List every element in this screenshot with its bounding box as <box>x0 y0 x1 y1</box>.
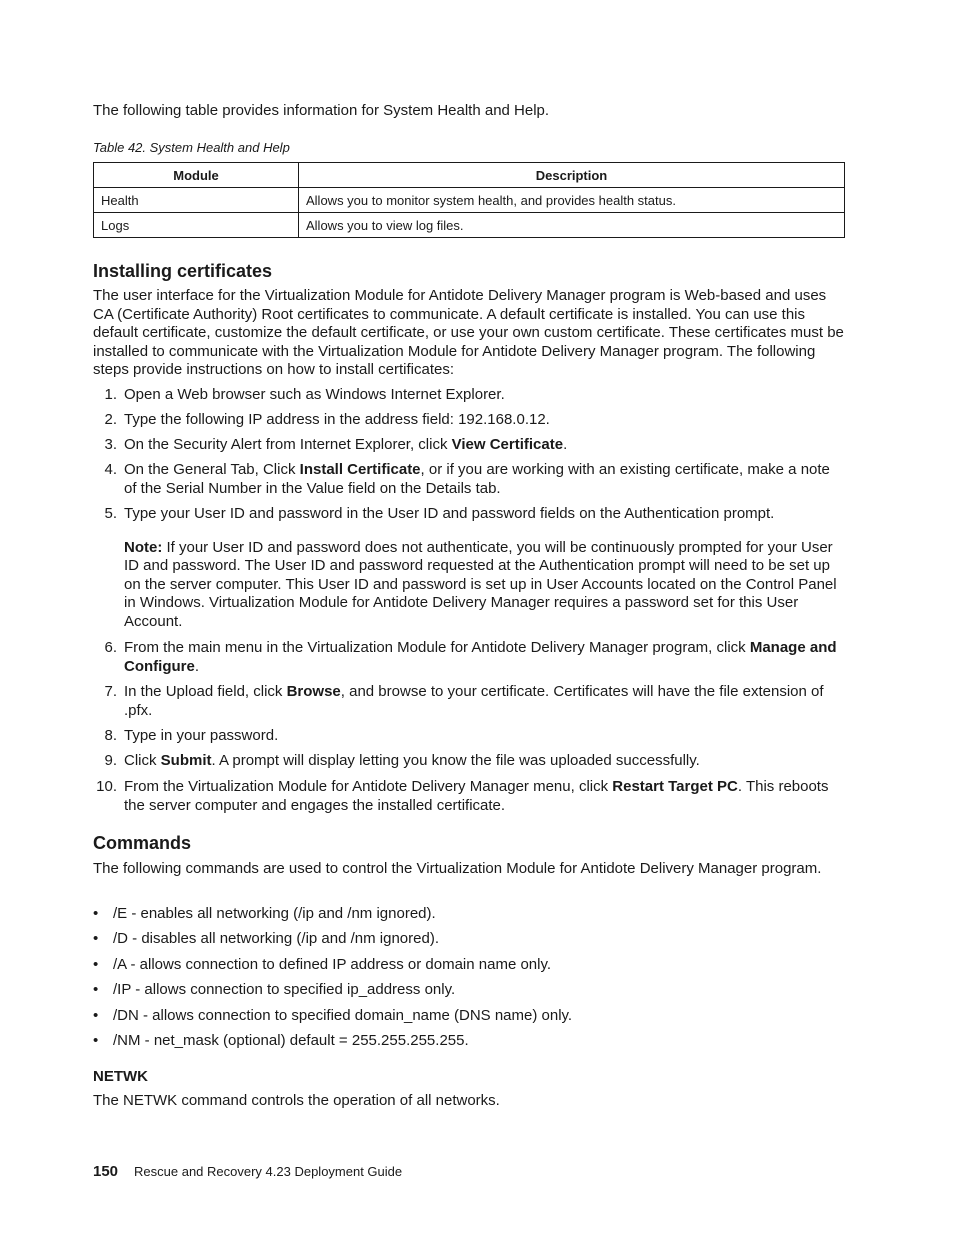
netwk-paragraph: The NETWK command controls the operation of all networks. <box>93 1092 500 1109</box>
column-header-module: Module <box>94 163 299 188</box>
list-item: • /A - allows connection to defined IP address or domain name only. <box>93 955 552 973</box>
commands-paragraph: The following commands are used to control the Virtualization Module for Antidote Delivery Manager program. <box>93 860 822 877</box>
list-item: 10. From the Virtualization Module for Antidote Delivery Manager menu, click Restart Target PC. This reboots the server computer and engages the installed certificate. <box>96 778 829 814</box>
table-cell-module: Health <box>94 188 299 213</box>
bullet-icon: • <box>93 955 99 973</box>
commands-list <box>93 905 572 1057</box>
list-item: • /NM - net_mask (optional) default = 255.255.255.255. <box>93 1031 469 1049</box>
note-label: Note: <box>124 538 163 556</box>
list-item: • /D - disables all networking (/ip and /nm ignored). <box>93 930 439 948</box>
subsection-heading-netwk: NETWK <box>93 1068 148 1085</box>
list-item: • /E - enables all networking (/ip and /nm ignored). <box>93 905 436 922</box>
table-row <box>94 213 845 238</box>
list-item: 3. On the Security Alert from Internet Explorer, click View Certificate. <box>104 436 568 453</box>
bullet-icon: • <box>93 1031 99 1049</box>
list-item: 8. Type in your password. <box>104 727 279 744</box>
list-item: 9. Click Submit. A prompt will display letting you know the file was uploaded successfully. <box>104 752 700 769</box>
install-steps-list <box>93 386 845 822</box>
table-cell-module: Logs <box>94 213 299 238</box>
list-item: • /DN - allows connection to specified domain_name (DNS name) only. <box>93 1006 573 1024</box>
bullet-icon: • <box>93 1006 99 1024</box>
page-number: 150 <box>93 1163 119 1180</box>
list-item: 1. Open a Web browser such as Windows Internet Explorer. <box>104 386 505 403</box>
table-cell-description: Allows you to view log files. <box>299 213 845 238</box>
bullet-icon: • <box>93 905 99 922</box>
column-header-description: Description <box>299 163 845 188</box>
table-cell-description: Allows you to monitor system health, and provides health status. <box>299 188 845 213</box>
intro-paragraph: The following table provides information for System Health and Help. <box>93 102 550 119</box>
list-item: 6. From the main menu in the Virtualization Module for Antidote Delivery Manager program, click Manage and Configure. <box>104 639 837 675</box>
page-footer <box>93 1163 402 1180</box>
bullet-icon: • <box>93 981 99 999</box>
installing-certificates-paragraph: The user interface for the Virtualization Module for Antidote Delivery Manager program is Web-based and uses CA (Certificate Authority) Root certificates to communicate. A default certificate is installed. You can use this default certificate, customize the default certificate, or use your own custom certificate. These certificates must be installed to communicate with the Virtualization Module for Antidote Delivery Manager program. The following steps provide instructions on how to install certificates: <box>93 287 844 379</box>
list-item: 2. Type the following IP address in the address field: 192.168.0.12. <box>104 411 550 428</box>
list-item: 5. Type your User ID and password in the User ID and password fields on the Authentication prompt. Note: If your User ID and password does not authenticate, you will be continuously prompted for your User ID and password. The User ID and password requested at the Authentication prompt will need to be set up on the server computer. This User ID and password is set up in User Accounts located on the Control Panel in Windows. Virtualization Module for Antidote Delivery Manager requires a password set for this User Account. <box>93 505 845 639</box>
list-item: • /IP - allows connection to specified ip_address only. <box>93 981 456 999</box>
list-item: 4. On the General Tab, Click Install Certificate, or if you are working with an existing certificate, make a note of the Serial Number in the Value field on the Details tab. <box>104 461 830 497</box>
bullet-icon: • <box>93 930 99 948</box>
document-title: Rescue and Recovery 4.23 Deployment Guide <box>134 1164 403 1179</box>
note-block: Note: If your User ID and password does not authenticate, you will be continuously prompted for your User ID and password. The User ID and password requested at the Authentication prompt will need to be set up on the server computer. This User ID and password is set up in User Accounts located on the Control Panel in Windows. Virtualization Module for Antidote Delivery Manager requires a password set for this User Account. <box>124 538 837 630</box>
table-caption: Table 42. System Health and Help <box>93 140 290 155</box>
section-heading-commands: Commands <box>93 833 192 853</box>
section-heading-installing-certificates: Installing certificates <box>93 261 273 281</box>
system-health-table <box>93 162 845 238</box>
list-item: 7. In the Upload field, click Browse, and browse to your certificate. Certificates will have the file extension of .pfx. <box>104 683 824 719</box>
table-row <box>94 188 845 213</box>
table-header-row <box>94 163 845 188</box>
